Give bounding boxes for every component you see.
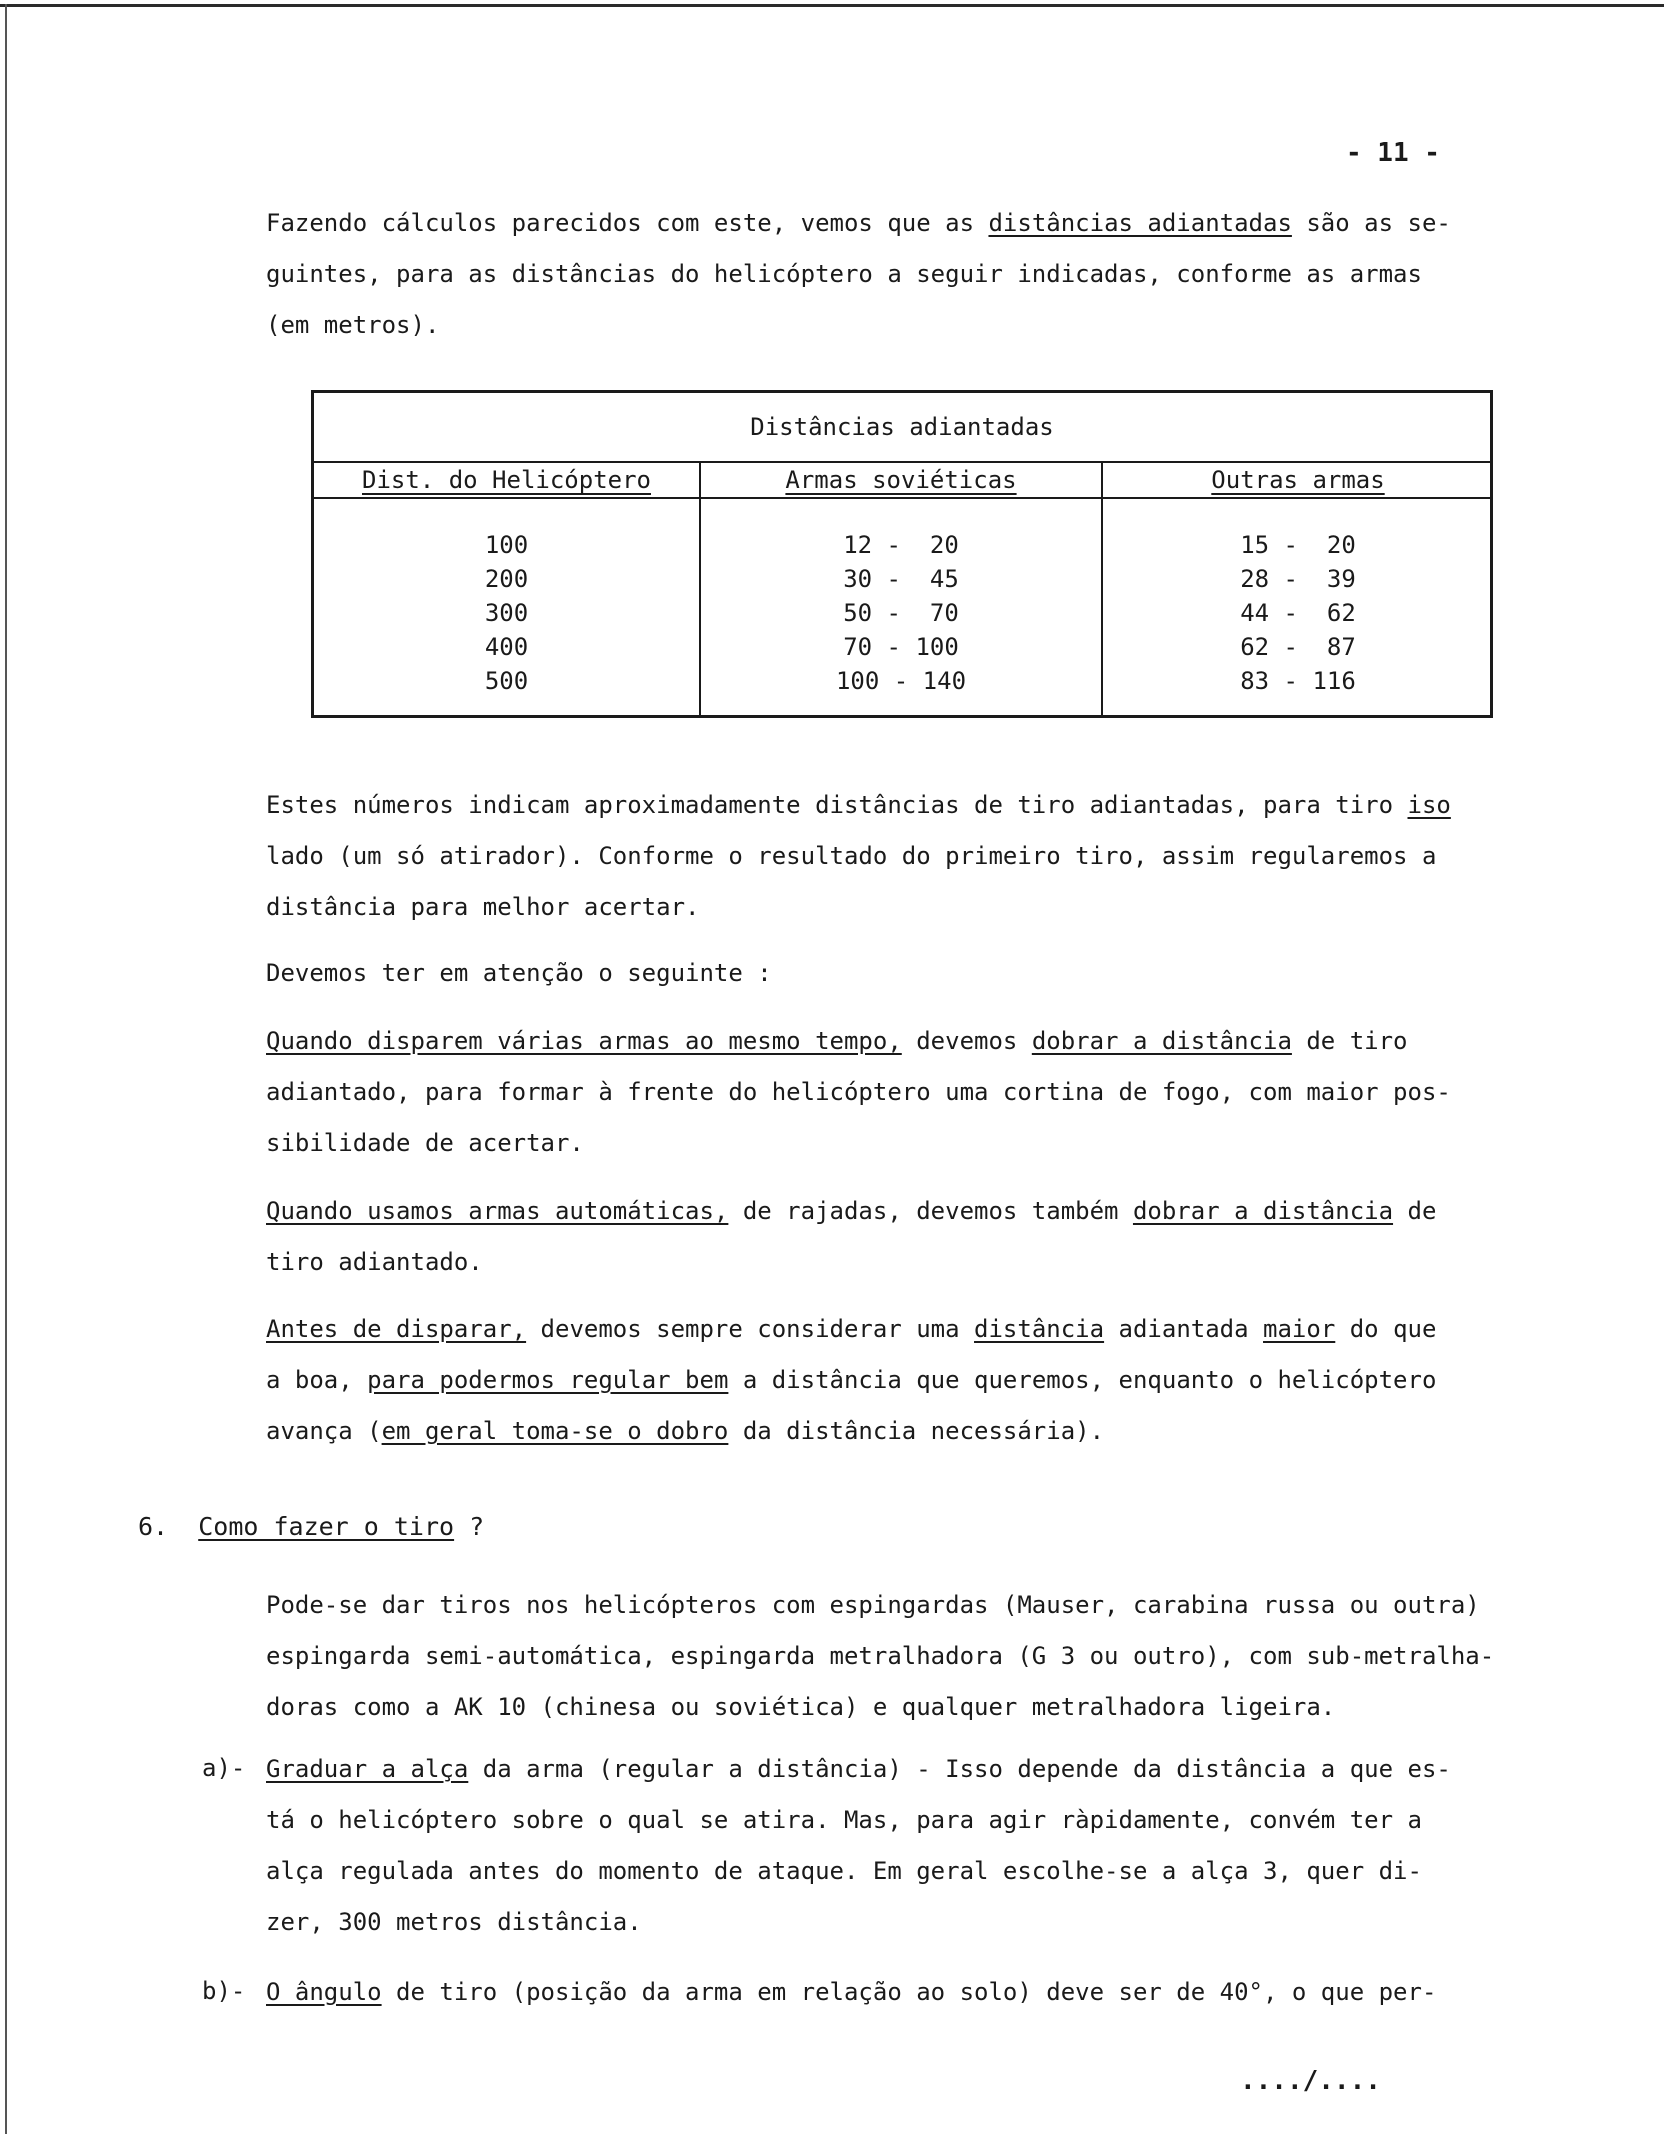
automatic-weapons-paragraph: Quando usamos armas automáticas, de rajadas, devemos também dobrar a distância de tiro adiantado. [266,1197,1437,1276]
table-rule [314,497,1490,499]
section-heading: 6. Como fazer o tiro ? [138,1512,485,1541]
item-a-label: a)- [202,1754,246,1782]
item-a-paragraph: Graduar a alça da arma (regular a distância) - Isso depende da distância a que es- tá o helicóptero sobre o qual se atira. Mas, para agir ràpidamente, convém ter a alça regulada antes do momento de ataque. Em geral escolhe-se a alça 3, quer di- zer, 300 metros distância. [266,1755,1451,1936]
intro-line-3: (em metros). [266,311,440,339]
item-b-label: b)- [202,1977,246,2005]
continuation-mark: ..../.... [1240,2066,1381,2096]
page-border-top [0,4,1664,7]
table-header-cell: Dist. do Helicóptero [362,466,651,494]
table-cell: 500 [484,667,529,695]
underlined-phrase: distâncias adiantadas [988,209,1292,237]
page-number: - 11 - [1346,138,1440,168]
table-column-other-weapons [1103,528,1493,698]
numbers-paragraph: Estes números indicam aproximadamente distâncias de tiro adiantadas, para tiro iso lado (um só atirador). Conforme o resultado do primeiro tiro, assim regularemos a distância para melhor acertar. [266,791,1451,921]
table-column-helicopter-distance [314,528,699,698]
page-border-left [5,4,7,2134]
table-header-cell: Armas soviéticas [785,466,1017,494]
section-6-paragraph: Pode-se dar tiros nos helicópteros com espingardas (Mauser, carabina russa ou outra) espingarda semi-automática, espingarda metralhadora (G 3 ou outro), com sub-metralha- doras como a AK 10 (chinesa ou soviética) e qualquer metralhadora ligeira. [266,1591,1495,1721]
table-cell: 28 - 39 [1240,565,1356,593]
table-cell: 400 [484,633,529,661]
intro-line-2: guintes, para as distâncias do helicóptero a seguir indicadas, conforme as armas [266,260,1422,288]
table-title: Distâncias adiantadas [750,413,1054,441]
table-cell: 100 - 140 [835,667,967,695]
table-cell: 300 [484,599,529,627]
table-cell: 15 - 20 [1240,531,1356,559]
item-b-paragraph: O ângulo de tiro (posição da arma em relação ao solo) deve ser de 40°, o que per- [266,1978,1437,2006]
table-cell: 12 - 20 [843,531,959,559]
intro-line-1: Fazendo cálculos parecidos com este, vemos que as distâncias adiantadas são as se- [266,209,1451,237]
table-cell: 30 - 45 [843,565,959,593]
distances-table [311,390,1493,718]
table-header-cell: Outras armas [1211,466,1385,494]
intro-paragraph [266,198,1566,351]
before-firing-paragraph: Antes de disparar, devemos sempre considerar uma distância adiantada maior do que a boa, para podermos regular bem a distância que queremos, enquanto o helicóptero avança (em geral toma-se o dobro da distância necessária). [266,1315,1437,1445]
table-cell: 83 - 116 [1240,667,1356,695]
table-cell: 200 [484,565,529,593]
table-cell: 62 - 87 [1240,633,1356,661]
table-cell: 100 [484,531,529,559]
attention-line: Devemos ter em atenção o seguinte : [266,959,772,987]
simultaneous-fire-paragraph: Quando disparem várias armas ao mesmo tempo, devemos dobrar a distância de tiro adiantado, para formar à frente do helicóptero uma cortina de fogo, com maior pos- sibilidade de acertar. [266,1027,1451,1157]
table-cell: 44 - 62 [1240,599,1356,627]
table-cell: 50 - 70 [843,599,959,627]
table-cell: 70 - 100 [843,633,959,661]
table-column-soviet-weapons [701,528,1101,698]
